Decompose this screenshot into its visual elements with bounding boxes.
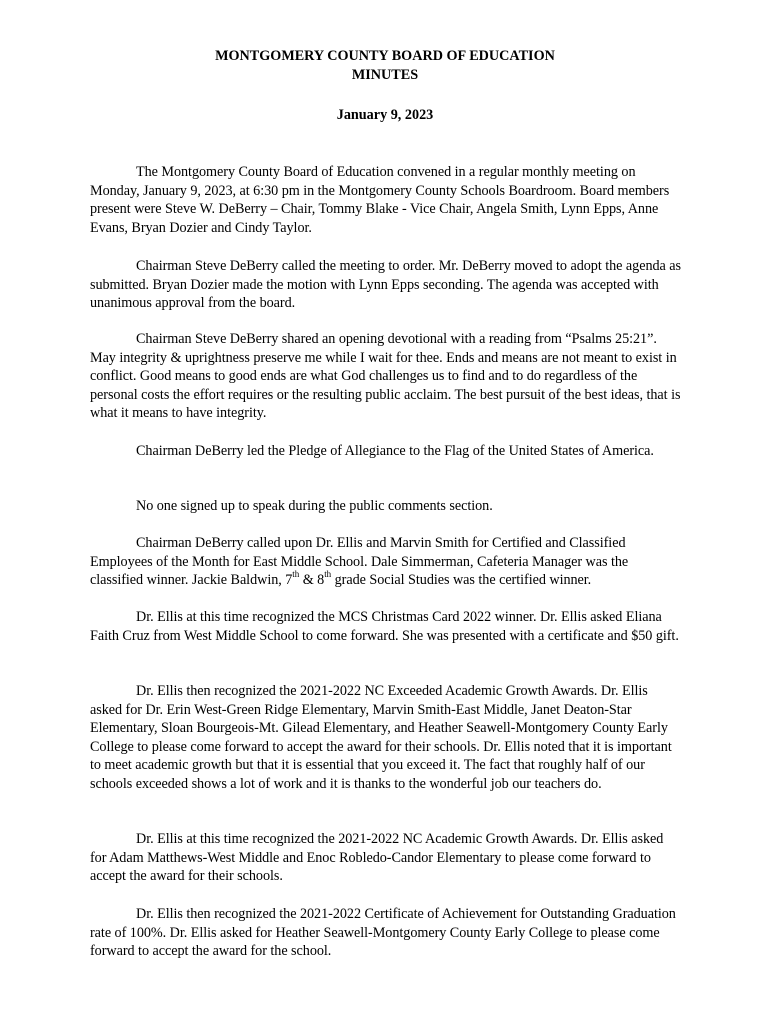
paragraph-employees-of-month <box>90 534 682 590</box>
paragraph-text: & 8 <box>299 572 325 589</box>
paragraph-exceeded-growth-awards: Dr. Ellis then recognized the 2021-2022 NC Exceeded Academic Growth Awards. Dr. Ellis asked for Dr. Erin West-Green Ridge Elementary, Marvin Smith-East Middle, Janet Deaton-Star Elementary, Sloan Bourgeois-Mt. Gilead Elementary, and Heather Seawell-Montgomery County Early College to please come forward to accept the award for their schools. Dr. Ellis noted that it is important to meet academic growth but that it is essential that you exceed it. The fact that roughly half of our schools exceeded shows a lot of work and it is thanks to the wonderful job our teachers do. <box>90 683 672 792</box>
paragraph-christmas-card: Dr. Ellis at this time recognized the MCS Christmas Card 2022 winner. Dr. Ellis asked Eliana Faith Cruz from West Middle School to come forward. She was presented with a certificate and $50 gift. <box>90 609 679 644</box>
paragraph-growth-awards: Dr. Ellis at this time recognized the 2021-2022 NC Academic Growth Awards. Dr. Ellis asked for Adam Matthews-West Middle and Enoc Robledo-Candor Elementary to please come forward to accept the award for their schools. <box>90 831 664 885</box>
document-subtitle: MINUTES <box>351 67 419 83</box>
document-title: MONTGOMERY COUNTY BOARD OF EDUCATION <box>215 48 555 64</box>
paragraph-text: Chairman DeBerry called upon Dr. Ellis and Marvin Smith for Certified and Classified Employees of the Month for East Middle School. Dale Simmerman, Cafeteria Manager was the classified winner. Jackie Baldwin, 7 <box>90 535 629 589</box>
paragraph-public-comments: No one signed up to speak during the public comments section. <box>136 498 493 514</box>
paragraph-devotional: Chairman Steve DeBerry shared an opening devotional with a reading from “Psalms 25:21”. May integrity & uprightness preserve me while I wait for thee. Ends and means are not meant to exist in conflict. Good means to good ends are what God challenges us to find and to do regardless of the personal costs the effort requires or the resulting public acclaim. The best pursuit of the best ideas, that is what it means to have integrity. <box>90 331 681 422</box>
ordinal-suffix: th <box>324 569 332 580</box>
paragraph-call-to-order: Chairman Steve DeBerry called the meeting to order. Mr. DeBerry moved to adopt the agenda as submitted. Bryan Dozier made the motion with Lynn Epps seconding. The agenda was accepted with unanimous approval from the board. <box>90 258 681 312</box>
paragraph-graduation-award: Dr. Ellis then recognized the 2021-2022 Certificate of Achievement for Outstanding Graduation rate of 100%. Dr. Ellis asked for Heather Seawell-Montgomery County Early College to please come forward to accept the award for the school. <box>90 906 676 960</box>
paragraph-pledge: Chairman DeBerry led the Pledge of Allegiance to the Flag of the United States of America. <box>136 443 654 459</box>
paragraph-meeting-convened: The Montgomery County Board of Education convened in a regular monthly meeting on Monday, January 9, 2023, at 6:30 pm in the Montgomery County Schools Boardroom. Board members present were Steve W. DeBerry – Chair, Tommy Blake - Vice Chair, Angela Smith, Lynn Epps, Anne Evans, Bryan Dozier and Cindy Taylor. <box>90 164 670 236</box>
meeting-date: January 9, 2023 <box>336 107 434 123</box>
paragraph-text: grade Social Studies was the certified winner. <box>331 572 592 589</box>
ordinal-suffix: th <box>292 569 300 580</box>
